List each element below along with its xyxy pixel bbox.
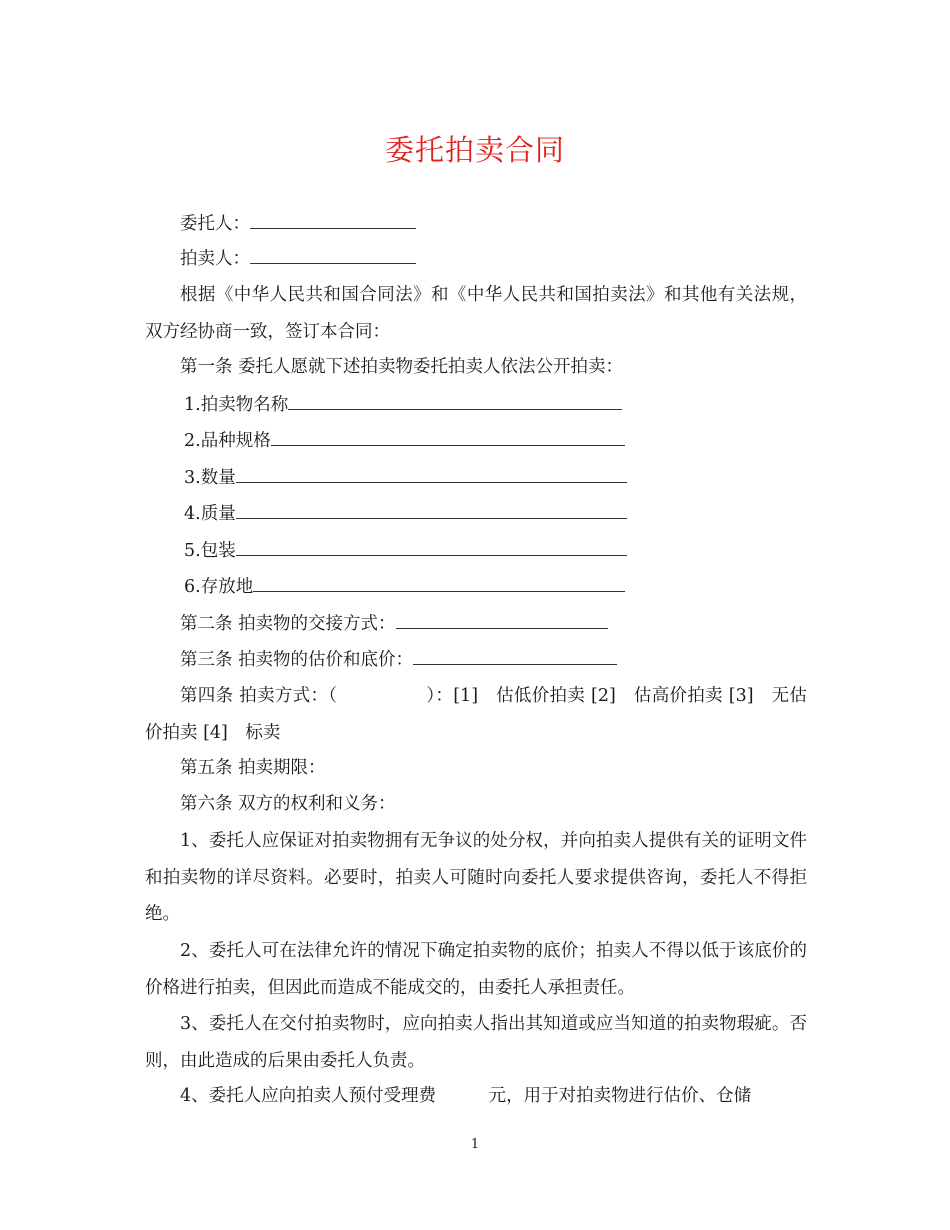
item-label: 1.拍卖物名称 xyxy=(184,395,289,415)
item-blank xyxy=(236,538,627,556)
item-row xyxy=(184,392,622,417)
article-3: 第三条 拍卖物的估价和底价： xyxy=(180,650,414,670)
auctioneer-label: 拍卖人： xyxy=(180,249,250,269)
clause-4: 4、委托人应向拍卖人预付受理费 元，用于对拍卖物进行估价、仓储 xyxy=(180,1086,752,1106)
item-label: 2.品种规格 xyxy=(184,431,271,451)
document-title: 委托拍卖合同 xyxy=(384,133,565,167)
entrustor-blank xyxy=(250,211,416,229)
article-1: 第一条 委托人愿就下述拍卖物委托拍卖人依法公开拍卖： xyxy=(180,357,624,377)
entrustor-label: 委托人： xyxy=(180,214,250,234)
item-label: 4.质量 xyxy=(184,504,236,524)
article-5: 第五条 拍卖期限： xyxy=(180,758,326,778)
page-number: 1 xyxy=(470,1137,480,1152)
item-blank xyxy=(253,574,625,592)
entrustor-line xyxy=(180,211,416,236)
item-blank xyxy=(288,392,622,410)
item-blank xyxy=(271,428,625,446)
item-row xyxy=(184,574,625,599)
article-4: 第四条 拍卖方式：（ ）：[1] 估低价拍卖 [2] 估高价拍卖 [3] 无估价拍卖 [4] 标卖 xyxy=(145,686,807,743)
item-row xyxy=(184,501,627,526)
item-label: 5.包装 xyxy=(184,541,236,561)
auctioneer-blank xyxy=(250,246,416,264)
item-label: 6.存放地 xyxy=(184,577,254,597)
item-row xyxy=(184,538,627,563)
item-blank xyxy=(236,465,627,483)
item-label: 3.数量 xyxy=(184,468,236,488)
clause-2: 2、委托人可在法律允许的情况下确定拍卖物的底价；拍卖人不得以低于该底价的价格进行拍卖，但因此而造成不能成交的，由委托人承担责任。 xyxy=(145,941,807,998)
item-row xyxy=(184,465,627,490)
article-2-line xyxy=(180,611,608,636)
article-6: 第六条 双方的权利和义务： xyxy=(180,794,396,814)
clause-1: 1、委托人应保证对拍卖物拥有无争议的处分权，并向拍卖人提供有关的证明文件和拍卖物的详尽资料。必要时，拍卖人可随时向委托人要求提供咨询，委托人不得拒绝。 xyxy=(145,831,807,924)
article-2: 第二条 拍卖物的交接方式： xyxy=(180,614,396,634)
item-row xyxy=(184,428,625,453)
article-2-blank xyxy=(396,611,608,629)
article-3-line xyxy=(180,647,617,672)
intro-paragraph: 根据《中华人民共和国合同法》和《中华人民共和国拍卖法》和其他有关法规，双方经协商一致，签订本合同： xyxy=(145,285,807,342)
item-blank xyxy=(236,501,627,519)
clause-3: 3、委托人在交付拍卖物时，应向拍卖人指出其知道或应当知道的拍卖物瑕疵。否则，由此造成的后果由委托人负责。 xyxy=(145,1014,807,1071)
auctioneer-line xyxy=(180,246,416,271)
article-3-blank xyxy=(413,647,617,665)
